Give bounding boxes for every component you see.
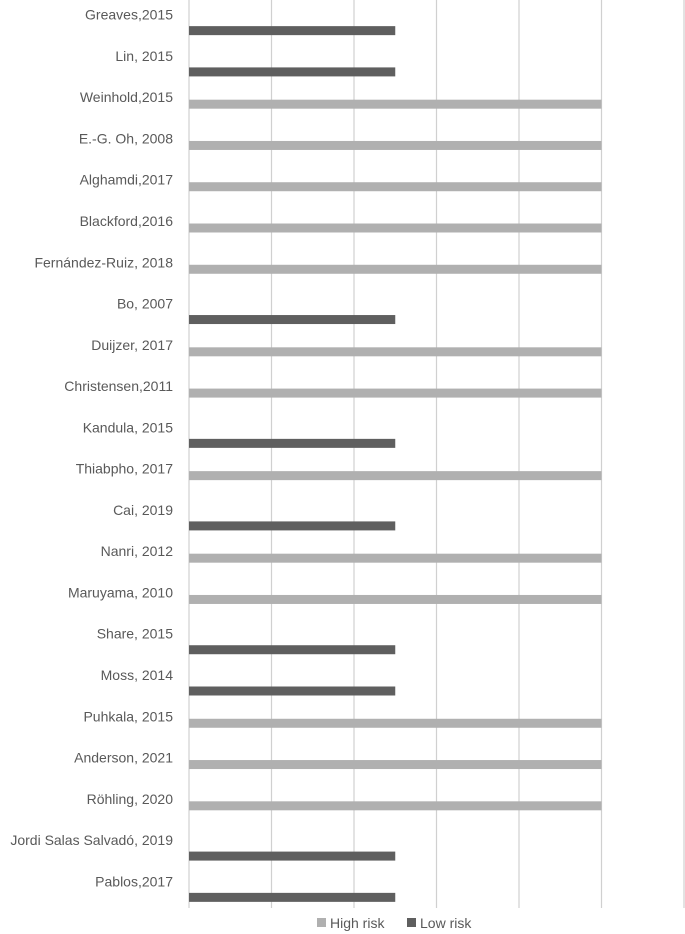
bar-low-risk bbox=[189, 315, 395, 324]
category-label: E.-G. Oh, 2008 bbox=[78, 130, 173, 147]
category-label: Röhling, 2020 bbox=[86, 790, 173, 807]
bar-high-risk bbox=[189, 100, 602, 109]
category-label: Thiabpho, 2017 bbox=[75, 460, 173, 477]
bars bbox=[189, 26, 602, 902]
bar-high-risk bbox=[189, 471, 602, 480]
legend bbox=[317, 915, 472, 931]
gridlines bbox=[189, 0, 684, 908]
category-label: Weinhold,2015 bbox=[79, 89, 173, 106]
bar-high-risk bbox=[189, 141, 602, 150]
bar-high-risk bbox=[189, 182, 602, 191]
bar-high-risk bbox=[189, 554, 602, 563]
legend-label-high-risk: High risk bbox=[330, 915, 385, 931]
bar-high-risk bbox=[189, 347, 602, 356]
category-label: Blackford,2016 bbox=[79, 213, 173, 229]
bar-high-risk bbox=[189, 595, 602, 604]
bar-low-risk bbox=[189, 439, 395, 448]
category-label: Christensen,2011 bbox=[64, 378, 173, 395]
category-label: Pablos,2017 bbox=[95, 873, 173, 890]
bar-high-risk bbox=[189, 760, 602, 769]
legend-swatch-low-risk bbox=[407, 918, 416, 927]
bar-high-risk bbox=[189, 224, 602, 233]
bar-low-risk bbox=[189, 26, 395, 35]
bar-low-risk bbox=[189, 687, 395, 696]
category-label: Nanri, 2012 bbox=[100, 543, 173, 560]
category-label: Jordi Salas Salvadó, 2019 bbox=[10, 832, 173, 849]
category-label: Anderson, 2021 bbox=[74, 749, 173, 766]
bar-low-risk bbox=[189, 67, 395, 76]
bar-low-risk bbox=[189, 852, 395, 861]
category-label: Maruyama, 2010 bbox=[67, 584, 173, 601]
category-label: Puhkala, 2015 bbox=[83, 708, 173, 725]
bar-low-risk bbox=[189, 893, 395, 902]
category-label: Cai, 2019 bbox=[113, 501, 173, 518]
bar-high-risk bbox=[189, 265, 602, 274]
legend-swatch-high-risk bbox=[317, 918, 326, 927]
category-label: Greaves,2015 bbox=[85, 6, 173, 23]
bar-low-risk bbox=[189, 645, 395, 654]
category-label: Duijzer, 2017 bbox=[91, 336, 173, 353]
bar-high-risk bbox=[189, 719, 602, 728]
bar-high-risk bbox=[189, 801, 602, 810]
category-label: Alghamdi,2017 bbox=[79, 171, 173, 188]
category-label: Fernández-Ruiz, 2018 bbox=[34, 254, 173, 271]
category-labels bbox=[10, 7, 173, 890]
category-label: Lin, 2015 bbox=[115, 47, 173, 64]
category-label: Moss, 2014 bbox=[100, 667, 173, 683]
category-label: Bo, 2007 bbox=[116, 295, 173, 312]
category-label: Kandula, 2015 bbox=[82, 419, 173, 436]
bar-low-risk bbox=[189, 521, 395, 530]
legend-label-low-risk: Low risk bbox=[420, 915, 472, 931]
category-label: Share, 2015 bbox=[96, 625, 173, 642]
bar-high-risk bbox=[189, 389, 602, 398]
